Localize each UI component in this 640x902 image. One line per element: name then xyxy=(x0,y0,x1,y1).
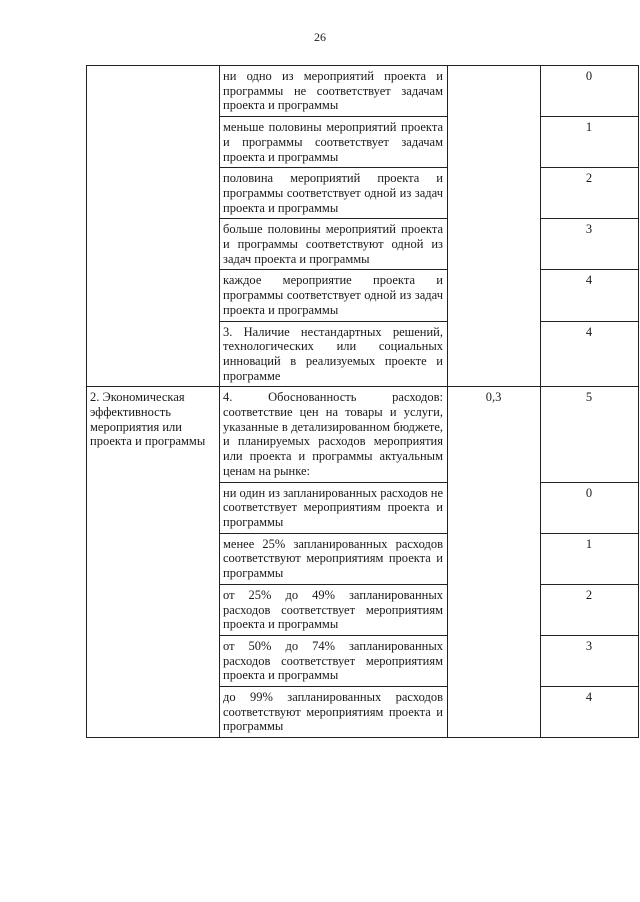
description-cell: ни один из запланированных расходов не соответствует мероприятиям проекта и программы xyxy=(220,482,448,533)
score-cell: 4 xyxy=(541,687,639,738)
description-cell: до 99% запланированных расходов соответствуют мероприятиям проекта и программы xyxy=(220,687,448,738)
score-cell: 2 xyxy=(541,584,639,635)
description-cell: больше половины мероприятий проекта и программы соответствуют одной из задач проекта и программы xyxy=(220,219,448,270)
description-cell: половина мероприятий проекта и программы соответствует одной из задач проекта и программы xyxy=(220,168,448,219)
score-cell: 5 xyxy=(541,387,639,482)
score-cell: 2 xyxy=(541,168,639,219)
description-cell: 4. Обоснованность расходов: соответствие цен на товары и услуги, указанные в детализированном бюджете, и планируемых расходов мероприятия или проекта и программы актуальным ценам на рынке: xyxy=(220,387,448,482)
criteria-table xyxy=(86,65,639,738)
score-cell: 0 xyxy=(541,482,639,533)
score-cell: 1 xyxy=(541,533,639,584)
description-cell: ни одно из мероприятий проекта и программы не соответствует задачам проекта и программы xyxy=(220,66,448,117)
description-cell: меньше половины мероприятий проекта и программы соответствует задачам проекта и программы xyxy=(220,117,448,168)
weight-cell: 0,3 xyxy=(448,387,541,738)
page-number: 26 xyxy=(314,30,326,44)
score-cell: 4 xyxy=(541,270,639,321)
score-cell: 3 xyxy=(541,635,639,686)
description-cell: от 50% до 74% запланированных расходов соответствует мероприятиям проекта и программы xyxy=(220,635,448,686)
score-cell: 0 xyxy=(541,66,639,117)
table-row xyxy=(87,66,639,117)
score-cell: 4 xyxy=(541,321,639,387)
description-cell: менее 25% запланированных расходов соответствуют мероприятиям проекта и программы xyxy=(220,533,448,584)
score-cell: 3 xyxy=(541,219,639,270)
score-cell: 1 xyxy=(541,117,639,168)
description-cell: 3. Наличие нестандартных решений, технологических или социальных инноваций в реализуемых проекте и программе xyxy=(220,321,448,387)
description-cell: от 25% до 49% запланированных расходов соответствует мероприятиям проекта и программы xyxy=(220,584,448,635)
criterion-cell: 2. Экономическая эффективность мероприятия или проекта и программы xyxy=(87,387,220,738)
table-row xyxy=(87,387,639,482)
weight-cell xyxy=(448,66,541,387)
description-cell: каждое мероприятие проекта и программы соответствует одной из задач проекта и программы xyxy=(220,270,448,321)
criterion-cell xyxy=(87,66,220,387)
